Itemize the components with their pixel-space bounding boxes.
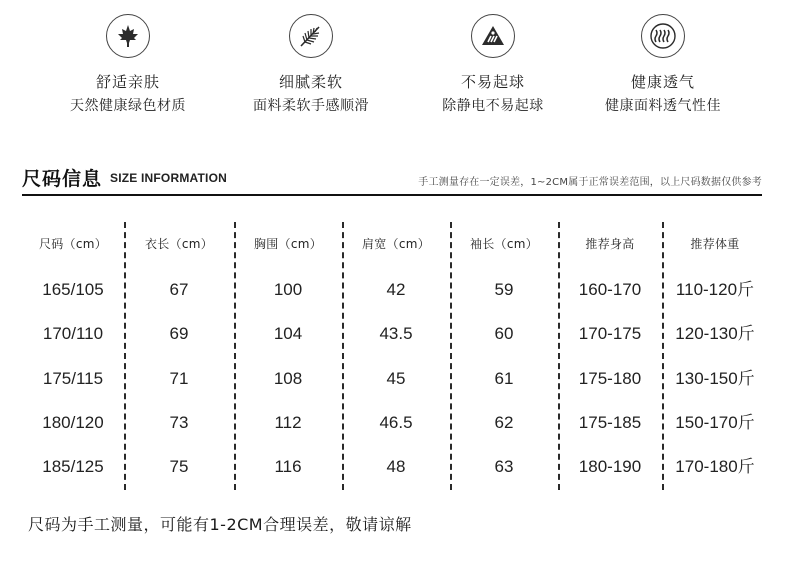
- size-info-header: [22, 164, 762, 194]
- cell-shoulder: 43.5: [379, 324, 413, 343]
- cell-size: 175/115: [42, 369, 104, 388]
- table-row: [22, 277, 768, 303]
- table-row: [22, 410, 768, 436]
- feature-subtitle: 面料柔软手感顺滑: [253, 98, 369, 114]
- feature-subtitle: 除静电不易起球: [442, 98, 544, 114]
- table-row: [22, 454, 768, 480]
- cell-size: 185/125: [42, 457, 104, 476]
- feature-title: 不易起球: [460, 73, 525, 91]
- feature-breathable: [568, 14, 758, 116]
- cell-length: 73: [169, 413, 189, 432]
- cell-length: 75: [169, 457, 189, 476]
- header-length: 衣长（cm）: [144, 237, 214, 251]
- cell-height: 175-180: [578, 369, 642, 388]
- cell-length: 67: [169, 280, 189, 299]
- cell-sleeve: 61: [494, 369, 514, 388]
- column-divider: [342, 222, 344, 490]
- section-title: 尺码信息: [22, 168, 103, 190]
- feature-title: 健康透气: [630, 73, 695, 91]
- feature-comfort: [33, 14, 223, 116]
- column-divider: [450, 222, 452, 490]
- cell-sleeve: 60: [494, 324, 514, 343]
- cell-weight: 130-150斤: [675, 369, 755, 388]
- cell-length: 71: [169, 369, 189, 388]
- cell-size: 170/110: [42, 324, 104, 343]
- section-title-en: SIZE INFORMATION: [110, 171, 227, 185]
- feature-title: 舒适亲肤: [95, 73, 160, 91]
- header-shoulder: 肩宽（cm）: [361, 237, 431, 251]
- table-row: [22, 321, 768, 347]
- cell-weight: 120-130斤: [675, 324, 755, 343]
- column-divider: [662, 222, 664, 490]
- header-size: 尺码（cm）: [38, 237, 108, 251]
- cell-chest: 100: [273, 280, 303, 299]
- feather-icon: [289, 14, 333, 58]
- header-divider: [22, 194, 762, 196]
- column-divider: [234, 222, 236, 490]
- feature-anti-pilling: [398, 14, 588, 116]
- cell-shoulder: 45: [386, 369, 406, 388]
- cell-weight: 110-120斤: [675, 280, 755, 299]
- breathable-waves-icon: [641, 14, 685, 58]
- header-sleeve: 袖长（cm）: [469, 237, 539, 251]
- header-chest: 胸围（cm）: [253, 237, 323, 251]
- table-header-row: [22, 232, 768, 256]
- column-divider: [124, 222, 126, 490]
- cell-size: 165/105: [42, 280, 104, 299]
- cell-shoulder: 42: [386, 280, 406, 299]
- cell-sleeve: 59: [494, 280, 514, 299]
- cell-weight: 170-180斤: [675, 457, 755, 476]
- cell-chest: 112: [274, 413, 302, 432]
- cell-shoulder: 46.5: [379, 413, 413, 432]
- measurement-disclaimer: 手工测量存在一定误差，1~2CM属于正常误差范围，以上尺码数据仅供参考: [418, 177, 762, 188]
- cell-height: 180-190: [578, 457, 642, 476]
- cell-chest: 104: [273, 324, 303, 343]
- cell-size: 180/120: [42, 413, 104, 432]
- cell-sleeve: 63: [494, 457, 514, 476]
- cell-chest: 116: [274, 457, 302, 476]
- table-row: [22, 366, 768, 392]
- cell-height: 160-170: [578, 280, 642, 299]
- cell-sleeve: 62: [494, 413, 514, 432]
- maple-leaf-icon: [106, 14, 150, 58]
- header-height: 推荐身高: [585, 237, 635, 251]
- feature-subtitle: 健康面料透气性佳: [605, 98, 721, 114]
- features-bar: [0, 0, 790, 150]
- feature-subtitle: 天然健康绿色材质: [70, 98, 186, 114]
- feature-soft: [216, 14, 406, 116]
- cell-height: 175-185: [578, 413, 642, 432]
- size-table: [22, 222, 768, 490]
- cell-length: 69: [169, 324, 189, 343]
- cell-height: 170-175: [578, 324, 642, 343]
- header-weight: 推荐体重: [690, 237, 740, 251]
- column-divider: [558, 222, 560, 490]
- feature-title: 细腻柔软: [278, 73, 343, 91]
- no-pilling-triangle-icon: [471, 14, 515, 58]
- cell-shoulder: 48: [386, 457, 406, 476]
- footer-disclaimer: 尺码为手工测量，可能有1-2CM合理误差，敬请谅解: [28, 515, 412, 534]
- cell-weight: 150-170斤: [675, 413, 755, 432]
- cell-chest: 108: [273, 369, 303, 388]
